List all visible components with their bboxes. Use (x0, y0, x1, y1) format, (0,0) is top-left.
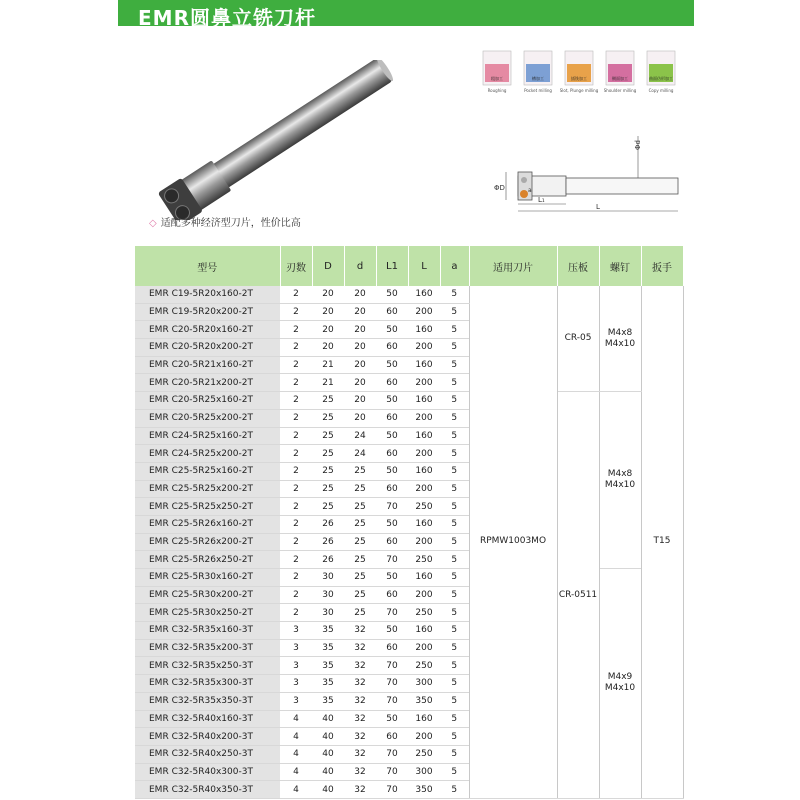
model-cell: EMR C32-5R40x300-3T (135, 763, 280, 781)
value-cell: 160 (408, 427, 440, 445)
value-cell: 5 (440, 763, 469, 781)
merged-cell: M4x9 M4x10 (599, 569, 641, 799)
model-cell: EMR C32-5R35x200-3T (135, 639, 280, 657)
value-cell: 5 (440, 339, 469, 357)
value-cell: 60 (376, 480, 408, 498)
model-cell: EMR C19-5R20x200-2T (135, 303, 280, 321)
value-cell: 25 (344, 604, 376, 622)
merged-cell: RPMW1003MO (469, 286, 557, 798)
value-cell: 70 (376, 657, 408, 675)
table-row (135, 286, 683, 303)
model-cell: EMR C20-5R25x200-2T (135, 409, 280, 427)
value-cell: 5 (440, 675, 469, 693)
value-cell: 25 (312, 498, 344, 516)
value-cell: 25 (344, 586, 376, 604)
column-header: L1 (376, 246, 408, 286)
value-cell: 250 (408, 657, 440, 675)
value-cell: 20 (344, 374, 376, 392)
value-cell: 5 (440, 392, 469, 410)
dim-a-label: a (528, 187, 532, 194)
value-cell: 20 (344, 356, 376, 374)
column-header: 型号 (135, 246, 280, 286)
model-cell: EMR C24-5R25x200-2T (135, 445, 280, 463)
value-cell: 2 (280, 586, 312, 604)
column-header: 扳手 (641, 246, 683, 286)
value-cell: 5 (440, 498, 469, 516)
table-row (135, 569, 683, 587)
model-cell: EMR C32-5R35x300-3T (135, 675, 280, 693)
value-cell: 32 (344, 657, 376, 675)
value-cell: 60 (376, 586, 408, 604)
value-cell: 4 (280, 728, 312, 746)
value-cell: 160 (408, 622, 440, 640)
value-cell: 20 (344, 409, 376, 427)
value-cell: 160 (408, 321, 440, 339)
merged-cell: CR-05 (557, 286, 599, 392)
value-cell: 21 (312, 374, 344, 392)
value-cell: 5 (440, 569, 469, 587)
value-cell: 25 (344, 515, 376, 533)
value-cell: 5 (440, 321, 469, 339)
value-cell: 2 (280, 569, 312, 587)
value-cell: 35 (312, 657, 344, 675)
value-cell: 2 (280, 515, 312, 533)
value-cell: 200 (408, 728, 440, 746)
value-cell: 160 (408, 710, 440, 728)
value-cell: 200 (408, 480, 440, 498)
value-cell: 50 (376, 710, 408, 728)
icon-caption: 插铣加工 (571, 76, 587, 81)
value-cell: 40 (312, 781, 344, 799)
value-cell: 200 (408, 374, 440, 392)
milling-tool-holder-image (136, 60, 416, 220)
value-cell: 160 (408, 569, 440, 587)
model-cell: EMR C20-5R20x200-2T (135, 339, 280, 357)
icon-label: Slot, Plunge milling (559, 88, 599, 93)
model-cell: EMR C25-5R25x160-2T (135, 462, 280, 480)
value-cell: 50 (376, 462, 408, 480)
value-cell: 50 (376, 392, 408, 410)
value-cell: 5 (440, 657, 469, 675)
value-cell: 4 (280, 745, 312, 763)
value-cell: 2 (280, 339, 312, 357)
icon-caption: 曲面仿形加工 (649, 76, 673, 81)
value-cell: 250 (408, 604, 440, 622)
value-cell: 26 (312, 515, 344, 533)
value-cell: 32 (344, 675, 376, 693)
value-cell: 25 (344, 498, 376, 516)
model-cell: EMR C32-5R40x350-3T (135, 781, 280, 799)
value-cell: 2 (280, 533, 312, 551)
spec-table-body (135, 286, 683, 798)
value-cell: 160 (408, 392, 440, 410)
dim-d-label: Φd (634, 140, 642, 150)
dim-D-label: ΦD (494, 184, 505, 192)
value-cell: 5 (440, 480, 469, 498)
icon-caption: 侧面加工 (612, 76, 628, 81)
model-cell: EMR C32-5R40x200-3T (135, 728, 280, 746)
tagline-text: 适配多种经济型刀片，性价比高 (160, 218, 301, 229)
value-cell: 60 (376, 303, 408, 321)
value-cell: 2 (280, 462, 312, 480)
model-cell: EMR C25-5R25x250-2T (135, 498, 280, 516)
value-cell: 30 (312, 569, 344, 587)
value-cell: 250 (408, 498, 440, 516)
value-cell: 50 (376, 286, 408, 303)
column-header: a (440, 246, 469, 286)
value-cell: 5 (440, 356, 469, 374)
value-cell: 5 (440, 445, 469, 463)
value-cell: 5 (440, 374, 469, 392)
value-cell: 5 (440, 303, 469, 321)
value-cell: 24 (344, 427, 376, 445)
merged-cell: CR-0511 (557, 392, 599, 799)
icon-caption: 槽加工 (532, 76, 544, 81)
merged-cell: M4x8 M4x10 (599, 286, 641, 392)
column-header: L (408, 246, 440, 286)
value-cell: 70 (376, 604, 408, 622)
value-cell: 20 (344, 339, 376, 357)
tagline (149, 214, 301, 229)
value-cell: 5 (440, 692, 469, 710)
value-cell: 32 (344, 710, 376, 728)
icon-caption: 粗加工 (491, 76, 503, 81)
value-cell: 250 (408, 551, 440, 569)
value-cell: 4 (280, 781, 312, 799)
model-cell: EMR C25-5R26x200-2T (135, 533, 280, 551)
value-cell: 20 (312, 303, 344, 321)
value-cell: 2 (280, 498, 312, 516)
value-cell: 5 (440, 533, 469, 551)
column-header: 压板 (557, 246, 599, 286)
dimension-drawing (488, 116, 688, 216)
value-cell: 60 (376, 533, 408, 551)
value-cell: 25 (312, 409, 344, 427)
column-header: d (344, 246, 376, 286)
value-cell: 5 (440, 728, 469, 746)
value-cell: 60 (376, 409, 408, 427)
value-cell: 50 (376, 321, 408, 339)
table-row (135, 392, 683, 410)
value-cell: 5 (440, 551, 469, 569)
value-cell: 35 (312, 639, 344, 657)
value-cell: 350 (408, 781, 440, 799)
value-cell: 25 (312, 445, 344, 463)
value-cell: 40 (312, 763, 344, 781)
model-cell: EMR C19-5R20x160-2T (135, 286, 280, 303)
icon-label: Shoulder milling (603, 88, 637, 93)
value-cell: 32 (344, 692, 376, 710)
value-cell: 30 (312, 586, 344, 604)
value-cell: 2 (280, 374, 312, 392)
value-cell: 300 (408, 763, 440, 781)
value-cell: 5 (440, 604, 469, 622)
value-cell: 20 (312, 339, 344, 357)
value-cell: 2 (280, 392, 312, 410)
model-cell: EMR C25-5R30x200-2T (135, 586, 280, 604)
value-cell: 160 (408, 356, 440, 374)
value-cell: 2 (280, 286, 312, 303)
value-cell: 200 (408, 639, 440, 657)
application-icons (482, 50, 682, 100)
model-cell: EMR C32-5R35x250-3T (135, 657, 280, 675)
value-cell: 20 (344, 303, 376, 321)
value-cell: 25 (344, 480, 376, 498)
spec-table (135, 246, 684, 799)
value-cell: 32 (344, 745, 376, 763)
column-header: 适用刀片 (469, 246, 557, 286)
value-cell: 2 (280, 445, 312, 463)
value-cell: 32 (344, 639, 376, 657)
model-cell: EMR C20-5R21x200-2T (135, 374, 280, 392)
model-cell: EMR C25-5R30x250-2T (135, 604, 280, 622)
value-cell: 160 (408, 286, 440, 303)
value-cell: 5 (440, 409, 469, 427)
title-bar (0, 0, 800, 28)
value-cell: 50 (376, 515, 408, 533)
value-cell: 2 (280, 551, 312, 569)
value-cell: 5 (440, 710, 469, 728)
value-cell: 40 (312, 745, 344, 763)
value-cell: 3 (280, 675, 312, 693)
value-cell: 20 (344, 392, 376, 410)
icon-label: Copy milling (648, 88, 674, 93)
model-cell: EMR C25-5R25x200-2T (135, 480, 280, 498)
value-cell: 32 (344, 781, 376, 799)
value-cell: 5 (440, 427, 469, 445)
column-header: 螺钉 (599, 246, 641, 286)
value-cell: 60 (376, 445, 408, 463)
value-cell: 32 (344, 622, 376, 640)
value-cell: 70 (376, 498, 408, 516)
value-cell: 5 (440, 462, 469, 480)
value-cell: 2 (280, 604, 312, 622)
value-cell: 35 (312, 692, 344, 710)
value-cell: 25 (312, 392, 344, 410)
value-cell: 70 (376, 675, 408, 693)
value-cell: 5 (440, 586, 469, 604)
icon-label: Pocket milling (524, 88, 552, 93)
value-cell: 25 (344, 569, 376, 587)
value-cell: 60 (376, 374, 408, 392)
value-cell: 200 (408, 339, 440, 357)
value-cell: 160 (408, 515, 440, 533)
value-cell: 70 (376, 551, 408, 569)
value-cell: 20 (312, 321, 344, 339)
value-cell: 24 (344, 445, 376, 463)
value-cell: 25 (312, 480, 344, 498)
value-cell: 5 (440, 622, 469, 640)
value-cell: 200 (408, 445, 440, 463)
value-cell: 2 (280, 356, 312, 374)
model-cell: EMR C20-5R20x160-2T (135, 321, 280, 339)
model-cell: EMR C32-5R40x250-3T (135, 745, 280, 763)
value-cell: 26 (312, 533, 344, 551)
model-cell: EMR C24-5R25x160-2T (135, 427, 280, 445)
value-cell: 25 (312, 462, 344, 480)
model-cell: EMR C20-5R21x160-2T (135, 356, 280, 374)
value-cell: 20 (344, 286, 376, 303)
merged-cell: T15 (641, 286, 683, 798)
value-cell: 200 (408, 533, 440, 551)
value-cell: 70 (376, 692, 408, 710)
model-cell: EMR C20-5R25x160-2T (135, 392, 280, 410)
value-cell: 20 (312, 286, 344, 303)
value-cell: 32 (344, 728, 376, 746)
value-cell: 250 (408, 745, 440, 763)
model-cell: EMR C32-5R35x160-3T (135, 622, 280, 640)
merged-cell: M4x8 M4x10 (599, 392, 641, 569)
value-cell: 5 (440, 745, 469, 763)
page-title: EMR圆鼻立铣刀杆 (138, 6, 316, 30)
spec-table-header (135, 246, 683, 286)
value-cell: 21 (312, 356, 344, 374)
model-cell: EMR C25-5R26x160-2T (135, 515, 280, 533)
value-cell: 200 (408, 586, 440, 604)
value-cell: 5 (440, 515, 469, 533)
dim-L-label: L (596, 203, 600, 211)
value-cell: 50 (376, 622, 408, 640)
model-cell: EMR C32-5R35x350-3T (135, 692, 280, 710)
value-cell: 60 (376, 639, 408, 657)
model-cell: EMR C25-5R26x250-2T (135, 551, 280, 569)
value-cell: 4 (280, 710, 312, 728)
value-cell: 60 (376, 339, 408, 357)
column-header: D (312, 246, 344, 286)
value-cell: 2 (280, 321, 312, 339)
value-cell: 4 (280, 763, 312, 781)
value-cell: 3 (280, 692, 312, 710)
value-cell: 25 (344, 533, 376, 551)
value-cell: 2 (280, 303, 312, 321)
value-cell: 30 (312, 604, 344, 622)
value-cell: 70 (376, 763, 408, 781)
value-cell: 32 (344, 763, 376, 781)
diamond-icon: ◇ (149, 218, 157, 229)
value-cell: 200 (408, 303, 440, 321)
value-cell: 25 (344, 551, 376, 569)
value-cell: 2 (280, 409, 312, 427)
value-cell: 25 (312, 427, 344, 445)
value-cell: 40 (312, 728, 344, 746)
value-cell: 35 (312, 622, 344, 640)
value-cell: 5 (440, 639, 469, 657)
value-cell: 70 (376, 781, 408, 799)
value-cell: 20 (344, 321, 376, 339)
model-cell: EMR C32-5R40x160-3T (135, 710, 280, 728)
value-cell: 3 (280, 622, 312, 640)
value-cell: 350 (408, 692, 440, 710)
icon-label: Roughing (487, 88, 507, 93)
value-cell: 40 (312, 710, 344, 728)
value-cell: 60 (376, 728, 408, 746)
value-cell: 35 (312, 675, 344, 693)
value-cell: 5 (440, 286, 469, 303)
value-cell: 2 (280, 480, 312, 498)
value-cell: 3 (280, 657, 312, 675)
value-cell: 50 (376, 356, 408, 374)
model-cell: EMR C25-5R30x160-2T (135, 569, 280, 587)
value-cell: 26 (312, 551, 344, 569)
value-cell: 3 (280, 639, 312, 657)
value-cell: 50 (376, 427, 408, 445)
value-cell: 50 (376, 569, 408, 587)
dim-L1-label: L₁ (538, 196, 545, 204)
value-cell: 25 (344, 462, 376, 480)
value-cell: 5 (440, 781, 469, 799)
value-cell: 160 (408, 462, 440, 480)
value-cell: 2 (280, 427, 312, 445)
value-cell: 300 (408, 675, 440, 693)
value-cell: 70 (376, 745, 408, 763)
column-header: 刃数 (280, 246, 312, 286)
value-cell: 200 (408, 409, 440, 427)
